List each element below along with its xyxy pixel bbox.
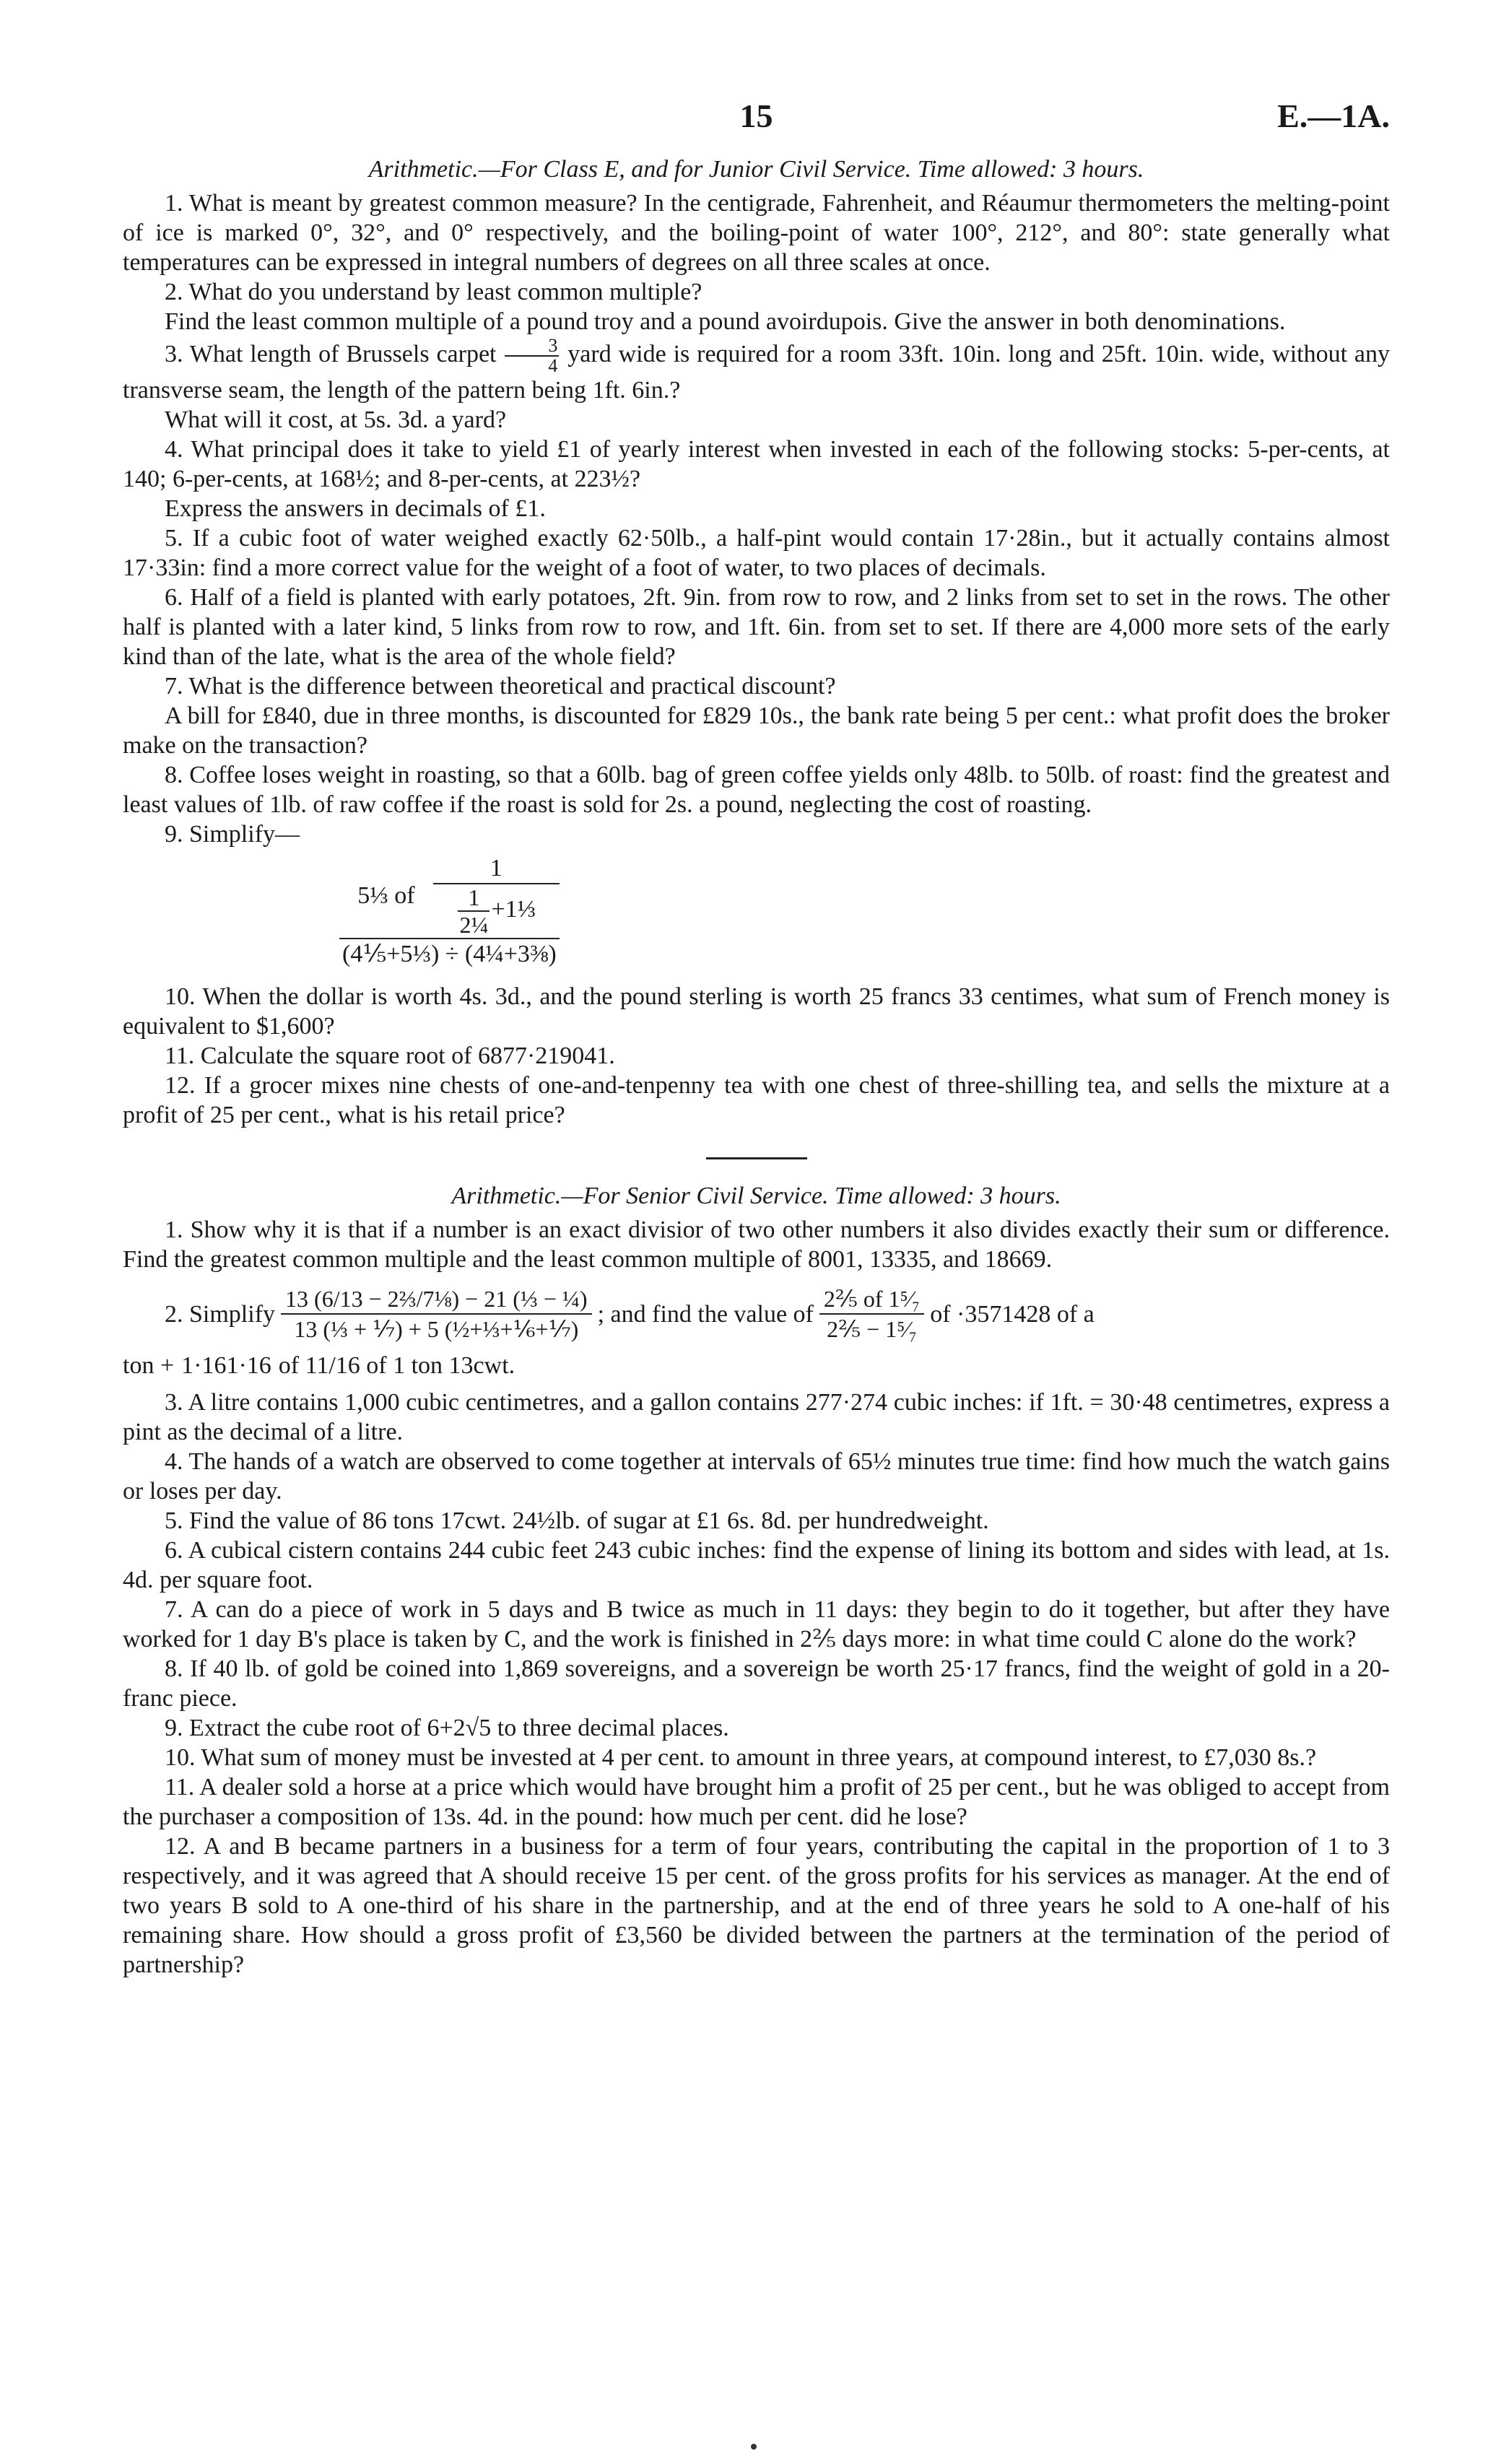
question-10: 10. When the dollar is worth 4s. 3d., and the pound sterling is worth 25 francs 33 centimes, what sum of French money is equivalent to $1,600? bbox=[123, 983, 1390, 1040]
question-4a: 4. What principal does it take to yield £1 of yearly interest when invested in each of the following stocks: 5-per-cents, at 140; 6-per-cents, at 168½; and 8-per-cents, at 223½? bbox=[123, 436, 1390, 492]
senior-question-6: 6. A cubical cistern contains 244 cubic feet 243 cubic inches: find the expense of lining its bottom and sides with lead, at 1s. 4d. per square foot. bbox=[123, 1537, 1390, 1593]
senior-question-9: 9. Extract the cube root of 6+2√5 to three decimal places. bbox=[165, 1715, 729, 1741]
q2-main-fraction: $\frac{\text{13 (6/13 − 2⅔/7⅛) − 21 (⅓ − ¼)}}{\text{13 (⅓ + ⅐) + 5 (½+⅓+⅙+⅐)}}$ bbox=[281, 1284, 592, 1344]
footer-dot bbox=[751, 2444, 757, 2450]
senior-question-4: 4. The hands of a watch are observed to come together at intervals of 65½ minutes true time: find how much the watch gains or loses per day. bbox=[123, 1448, 1390, 1505]
document-page bbox=[123, 87, 1390, 1980]
q9-denominator: (4⅕+5⅓) ÷ (4¼+3⅜) bbox=[339, 939, 560, 969]
senior-question-8: 8. If 40 lb. of gold be coined into 1,869 sovereigns, and a sovereign be worth 25·17 francs, find the weight of gold in a 20-franc piece. bbox=[123, 1655, 1390, 1712]
q9-inner-fraction: $\frac{1}{\text{2¼}}$ bbox=[459, 884, 489, 938]
question-4b: Express the answers in decimals of £1. bbox=[165, 495, 546, 522]
page-number: 15 bbox=[739, 97, 773, 134]
q3-fraction: $\frac{3}{4}$ bbox=[505, 336, 559, 375]
question-2b: Find the least common multiple of a pound troy and a pound avoirdupois. Give the answer in both denominations. bbox=[165, 308, 1286, 335]
q9-expression bbox=[339, 853, 1390, 969]
q2-ton-line bbox=[123, 1351, 1390, 1380]
q2-label: 2. Simplify bbox=[165, 1300, 276, 1328]
q2-ton-fraction: 1·161·16 bbox=[181, 1352, 271, 1379]
question-7b: A bill for £840, due in three months, is discounted for £829 10s., the bank rate being 5 per cent.: what profit does the broker make on the transaction? bbox=[123, 702, 1390, 759]
question-1: 1. What is meant by greatest common measure? In the centigrade, Fahrenheit, and Réaumur thermometers the melting-point of ice is marked 0°, 32°, and 0° respectively, and the boiling-point of water 100°, 212°, and 80°: state generally what temperatures can be expressed in integral numbers of degrees on all three scales at once. bbox=[123, 190, 1390, 276]
question-12: 12. If a grocer mixes nine chests of one-and-tenpenny tea with one chest of three-shilling tea, and sells the mixture at a profit of 25 per cent., what is his retail price? bbox=[123, 1072, 1390, 1128]
senior-question-5: 5. Find the value of 86 tons 17cwt. 24½lb. of sugar at £1 6s. 8d. per hundredweight. bbox=[165, 1507, 989, 1534]
q9-fraction-table bbox=[339, 853, 560, 969]
section-divider bbox=[706, 1157, 807, 1159]
q3-pre: 3. What length of Brussels carpet bbox=[165, 340, 497, 367]
q2-mid: ; and find the value of bbox=[597, 1300, 814, 1328]
q9-one: 1 bbox=[433, 853, 560, 884]
question-3b: What will it cost, at 5s. 3d. a yard? bbox=[165, 406, 507, 433]
question-3a bbox=[123, 336, 1390, 405]
senior-question-7: 7. A can do a piece of work in 5 days and B twice as much in 11 days: they begin to do it together, but after they have worked for 1 day B's place is taken by C, and the work is finished in 2⅖ days more: in what time could C alone do the work? bbox=[123, 1596, 1390, 1653]
question-8: 8. Coffee loses weight in roasting, so that a 60lb. bag of green coffee yields only 48lb. to 50lb. of roast: find the greatest and least values of 1lb. of raw coffee if the roast is sold for 2s. a pound, neglecting the cost of roasting. bbox=[123, 762, 1390, 818]
senior-question-12: 12. A and B became partners in a business for a term of four years, contributing the capital in the proportion of 1 to 3 respectively, and it was agreed that A should receive 15 per cent. of the gross profits for his services as manager. At the end of two years B sold to A one-third of his share in the partnership, and at the end of three years he sold to A one-half of his remaining share. How should a gross profit of £3,560 be divided between the partners at the termination of the period of partnership? bbox=[123, 1833, 1390, 1978]
section-title-junior: Arithmetic.—For Class E, and for Junior Civil Service. Time allowed: 3 hours. bbox=[368, 156, 1144, 183]
senior-question-11: 11. A dealer sold a horse at a price which would have brought him a profit of 25 per cent., but he was obliged to accept from the purchaser a composition of 13s. 4d. in the pound: how much per cent. did he lose? bbox=[123, 1774, 1390, 1830]
document-reference: E.—1A. bbox=[1277, 97, 1390, 134]
senior-question-10: 10. What sum of money must be invested at 4 per cent. to amount in three years, at compound interest, to £7,030 8s.? bbox=[165, 1744, 1317, 1771]
question-6: 6. Half of a field is planted with early potatoes, 2ft. 9in. from row to row, and 2 links from set to set in the rows. The other half is planted with a later kind, 5 links from row to row, and 1ft. 6in. from set to set. If there are 4,000 more sets of the early kind than of the late, what is the area of the whole field? bbox=[123, 584, 1390, 670]
q2-second-fraction: $\frac{\text{2⅖ of 1⁵⁄₇}}{\text{2⅖ − 1⁵⁄₇}}$ bbox=[819, 1284, 924, 1344]
q9-a: 5⅓ of bbox=[357, 882, 415, 909]
senior-question-1: 1. Show why it is that if a number is an exact divisior of two other numbers it also divides exactly their sum or difference. Find the greatest common multiple and the least common multiple of 8001, 13335, and 18669. bbox=[123, 1216, 1390, 1273]
section-title-senior: Arithmetic.—For Senior Civil Service. Time allowed: 3 hours. bbox=[451, 1183, 1061, 1209]
question-11: 11. Calculate the square root of 6877·219041. bbox=[165, 1042, 615, 1069]
page-header bbox=[123, 87, 1390, 144]
q3-post: yard wide is required for a room 33ft. 10in. long and 25ft. 10in. wide, without any transverse seam, the length of the pattern being 1ft. 6in.? bbox=[123, 340, 1391, 404]
senior-question-2 bbox=[123, 1284, 1390, 1344]
q2-tail: of ·3571428 of a bbox=[930, 1300, 1095, 1328]
question-2a: 2. What do you understand by least common multiple? bbox=[165, 279, 702, 305]
question-9: 9. Simplify— bbox=[165, 821, 300, 848]
q2-ton-post: of 11/16 of 1 ton 13cwt. bbox=[278, 1352, 515, 1379]
question-5: 5. If a cubic foot of water weighed exactly 62·50lb., a half-pint would contain 17·28in., but it actually contains almost 17·33in: find a more correct value for the weight of a foot of water, to two places of decimals. bbox=[123, 525, 1390, 581]
q2-ton-pre: ton + bbox=[123, 1352, 175, 1379]
q9-plus: +1⅓ bbox=[491, 895, 536, 923]
senior-question-3: 3. A litre contains 1,000 cubic centimetres, and a gallon contains 277·274 cubic inches: if 1ft. = 30·48 centimetres, express a pint as the decimal of a litre. bbox=[123, 1389, 1390, 1445]
question-7a: 7. What is the difference between theoretical and practical discount? bbox=[165, 673, 836, 700]
q9-inner bbox=[433, 884, 560, 938]
